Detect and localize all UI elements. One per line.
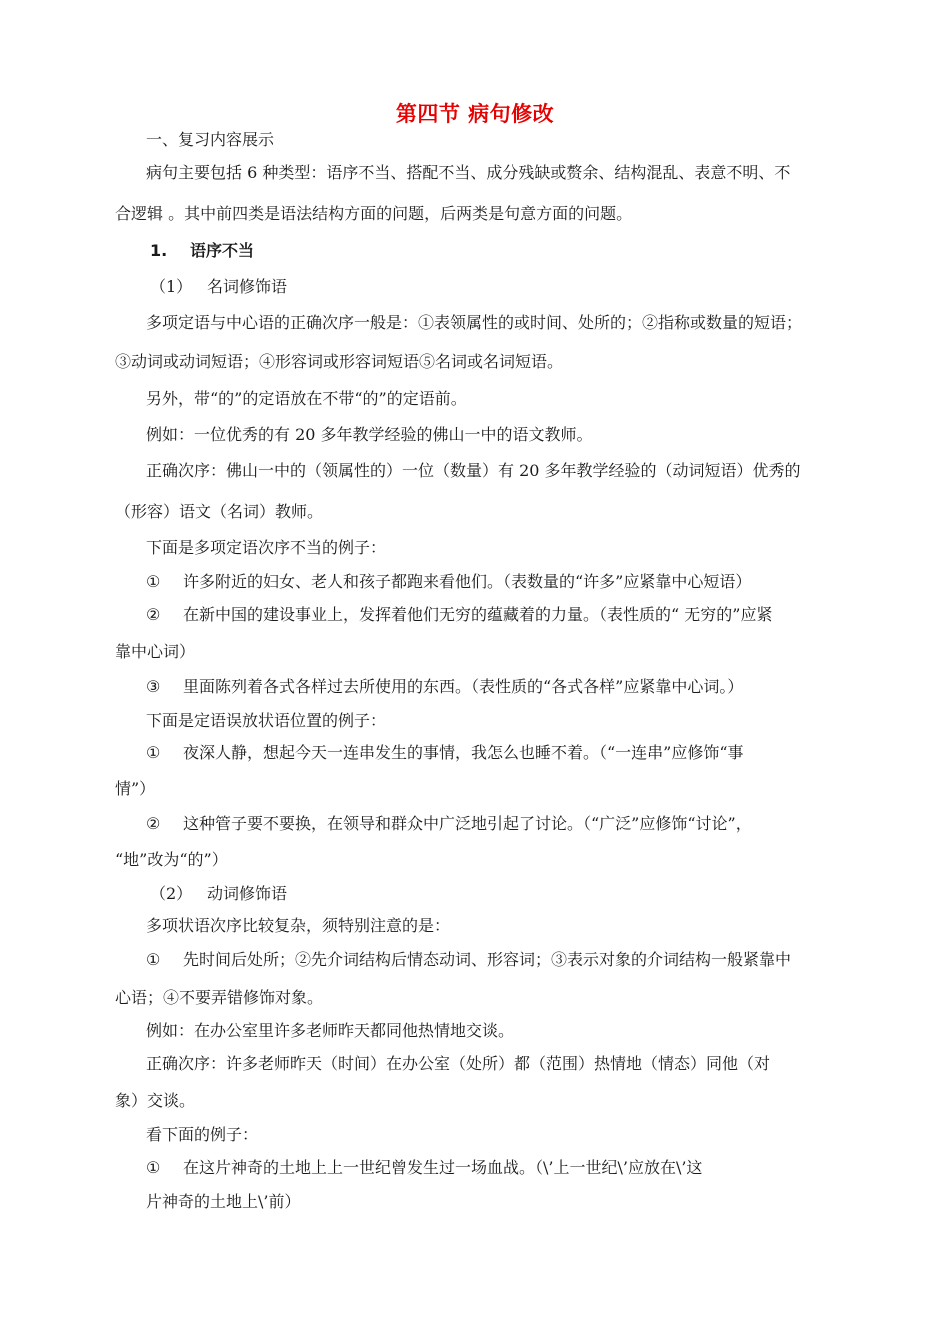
paragraph-line: 看下面的例子：	[146, 1125, 259, 1144]
list-marker: ①	[146, 572, 161, 591]
section-heading: 一、复习内容展示	[146, 130, 275, 149]
subsection-number: 1.	[150, 241, 168, 260]
list-item-text: “地”改为“的”）	[115, 850, 228, 869]
paragraph-line: 正确次序：许多老师昨天（时间）在办公室（处所）都（范围）热情地（情态）同他（对	[146, 1054, 771, 1073]
list-marker: ③	[146, 677, 161, 696]
paragraph-line: 多项状语次序比较复杂，须特别注意的是：	[146, 916, 451, 935]
paragraph-line: 下面是多项定语次序不当的例子：	[146, 538, 387, 557]
list-marker: ②	[146, 814, 161, 833]
item-number: （2）	[150, 884, 193, 903]
paragraph-line: 病句主要包括 6 种类型：语序不当、搭配不当、成分残缺或赘余、结构混乱、表意不明、不	[146, 163, 791, 182]
list-item-text: 片神奇的土地上\’前）	[146, 1192, 301, 1211]
list-item-text: 夜深人静，想起今天一连串发生的事情，我怎么也睡不着。（“一连串”应修饰“事	[183, 743, 744, 762]
page-title: 第四节 病句修改	[395, 102, 555, 126]
paragraph-line: 象）交谈。	[115, 1091, 196, 1110]
list-item-text: 先时间后处所；②先介词结构后情态动词、形容词；③表示对象的介词结构一般紧靠中	[183, 950, 792, 969]
paragraph-line: 合逻辑 。其中前四类是语法结构方面的问题，后两类是句意方面的问题。	[115, 204, 633, 223]
list-item-text: 情”）	[115, 779, 156, 798]
paragraph-line: ③动词或动词短语；④形容词或形容词短语⑤名词或名词短语。	[115, 352, 564, 371]
paragraph-line: 例如：一位优秀的有 20 多年教学经验的佛山一中的语文教师。	[146, 425, 593, 444]
list-item-text: 靠中心词）	[115, 642, 196, 661]
paragraph-line: 例如：在办公室里许多老师昨天都同他热情地交谈。	[146, 1021, 515, 1040]
paragraph-line: 正确次序：佛山一中的（领属性的）一位（数量）有 20 多年教学经验的（动词短语）优秀的	[146, 461, 801, 480]
list-item-text: 这种管子要不要换，在领导和群众中广泛地引起了讨论。（“广泛”应修饰“讨论”，	[183, 814, 752, 833]
paragraph-line: 多项定语与中心语的正确次序一般是：①表领属性的或时间、处所的；②指称或数量的短语；	[146, 313, 803, 332]
list-item-text: 许多附近的妇女、老人和孩子都跑来看他们。（表数量的“许多”应紧靠中心短语）	[183, 572, 752, 591]
list-marker: ①	[146, 743, 161, 762]
list-item-text: 在新中国的建设事业上，发挥着他们无穷的蕴藏着的力量。（表性质的“ 无穷的”应紧	[183, 605, 773, 624]
paragraph-line: （形容）语文（名词）教师。	[115, 502, 324, 521]
paragraph-line: 另外，带“的”的定语放在不带“的”的定语前。	[146, 389, 467, 408]
item-heading: 动词修饰语	[207, 884, 288, 903]
item-heading: 名词修饰语	[207, 277, 288, 296]
subsection-heading: 语序不当	[190, 241, 255, 260]
list-item-text: 心语；④不要弄错修饰对象。	[115, 988, 324, 1007]
list-item-text: 里面陈列着各式各样过去所使用的东西。（表性质的“各式各样”应紧靠中心词。）	[183, 677, 744, 696]
paragraph-line: 下面是定语误放状语位置的例子：	[146, 711, 387, 730]
list-item-text: 在这片神奇的土地上上一世纪曾发生过一场血战。（\’上一世纪\’应放在\’这	[183, 1158, 703, 1177]
list-marker: ①	[146, 1158, 161, 1177]
item-number: （1）	[150, 277, 193, 296]
list-marker: ②	[146, 605, 161, 624]
list-marker: ①	[146, 950, 161, 969]
